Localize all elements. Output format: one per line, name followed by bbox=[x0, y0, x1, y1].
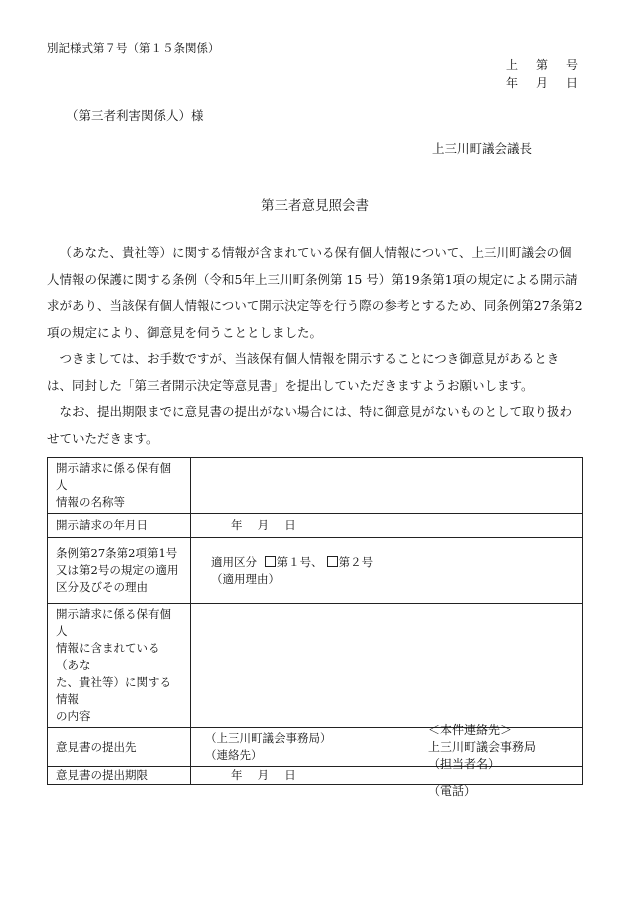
table-row bbox=[48, 538, 583, 604]
row-value-deadline[interactable]: 年 月 日 bbox=[191, 767, 583, 785]
row-value-info-content[interactable] bbox=[191, 604, 583, 728]
checkbox-label-1: 第１号、 bbox=[276, 554, 323, 569]
row-label-info-name: 開示請求に係る保有個人 情報の名称等 bbox=[48, 458, 191, 514]
checkbox-item-2[interactable] bbox=[327, 556, 338, 567]
row-value-category bbox=[191, 538, 583, 604]
category-prefix: 適用区分 bbox=[211, 554, 257, 569]
form-number: 別記様式第７号（第１５条関係） bbox=[47, 41, 220, 55]
contact-phone: （電話） bbox=[428, 784, 477, 798]
document-number bbox=[506, 56, 578, 92]
row-value-request-date[interactable]: 年 月 日 bbox=[191, 514, 583, 538]
addressee: （第三者利害関係人）様 bbox=[66, 108, 204, 123]
row-label-info-content: 開示請求に係る保有個人 情報に含まれている（あな た、貴社等）に関する情報 の内容 bbox=[48, 604, 191, 728]
checkbox-item-1[interactable] bbox=[265, 556, 276, 567]
row-label-category: 条例第27条第2項第1号 又は第2号の規定の適用 区分及びその理由 bbox=[48, 538, 191, 604]
date-year: 年 bbox=[506, 76, 519, 90]
row-value-submit-to: （上三川町議会事務局） （連絡先） bbox=[191, 728, 583, 767]
paragraph-1: （あなた、貴社等）に関する情報が含まれている保有個人情報について、上三川町議会の個人情報の保護に関する条例（令和5年上三川町条例第 15 号）第19条第1項の規定による開示請求があり、当該保有個人情報について開示決定等を行う際の参考とするため、同条例第27条第2項の規定により、御意見を伺うこととしました。 bbox=[47, 245, 583, 340]
table-row bbox=[48, 514, 583, 538]
row-label-deadline: 意見書の提出期限 bbox=[48, 767, 191, 785]
sender: 上三川町議会議長 bbox=[432, 141, 533, 156]
date-day: 日 bbox=[566, 76, 579, 90]
body-text bbox=[47, 240, 583, 452]
table-row bbox=[48, 458, 583, 514]
doc-number-go: 号 bbox=[566, 58, 579, 72]
paragraph-2: つきましては、お手数ですが、当該保有個人情報を開示することにつき御意見があるときは、同封した「第三者開示決定等意見書」を提出していただきますようお願いします。 bbox=[47, 351, 560, 393]
checkbox-label-2: 第２号 bbox=[338, 554, 374, 569]
row-label-request-date: 開示請求の年月日 bbox=[48, 514, 191, 538]
row-label-submit-to: 意見書の提出先 bbox=[48, 728, 191, 767]
contact-heading: ＜本件連絡先＞ bbox=[428, 723, 513, 737]
doc-number-prefix: 上 bbox=[506, 58, 519, 72]
doc-number-dai: 第 bbox=[536, 58, 549, 72]
contact-office: 上三川町議会事務局 bbox=[428, 740, 537, 754]
date-month: 月 bbox=[536, 76, 549, 90]
contact-person: （担当者名） bbox=[428, 757, 501, 771]
document-title: 第三者意見照会書 bbox=[261, 198, 369, 214]
paragraph-3: なお、提出期限までに意見書の提出がない場合には、特に御意見がないものとして取り扱わせていただきます。 bbox=[47, 404, 573, 446]
reason-label: （適用理由） bbox=[211, 571, 280, 586]
contact-block bbox=[428, 722, 536, 800]
table-row bbox=[48, 604, 583, 728]
row-value-info-name[interactable] bbox=[191, 458, 583, 514]
